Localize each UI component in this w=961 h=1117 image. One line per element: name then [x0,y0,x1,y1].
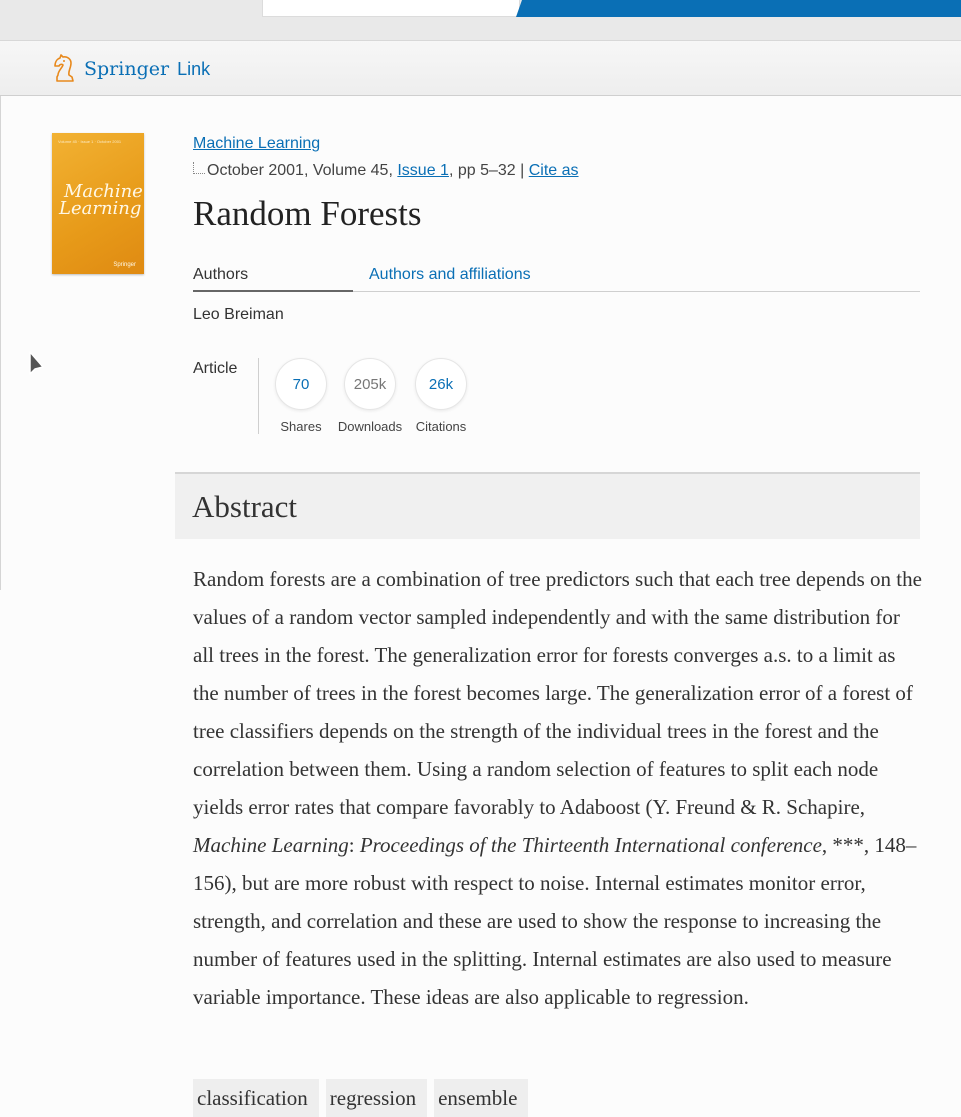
abstract-separator: : [348,833,360,857]
cover-publisher: Springer [113,262,136,268]
abstract-heading: Abstract [192,489,298,524]
date-volume: October 2001, Volume 45, [207,162,393,179]
abstract-section-header [175,472,920,539]
keyword-tag[interactable]: classification [193,1079,319,1117]
brand-suffix: Link [177,58,211,79]
keyword-tag[interactable]: regression [326,1079,427,1117]
tab-authors[interactable]: Authors [193,266,353,292]
metrics-divider [258,358,259,434]
citations-count: 26k [415,358,467,410]
author-name[interactable]: Leo Breiman [193,306,284,323]
mouse-pointer-icon [26,350,46,380]
citations-label: Citations [415,419,467,434]
journal-link[interactable]: Machine Learning [193,135,321,152]
pages: , pp 5–32 | [448,162,525,179]
metric-shares[interactable] [261,358,341,434]
shares-label: Shares [280,419,322,434]
journal-cover[interactable] [52,133,144,274]
shares-count: 70 [275,358,327,410]
downloads-label: Downloads [337,419,403,434]
metric-downloads [330,358,410,434]
cite-as-link[interactable]: Cite as [528,162,579,179]
metric-citations[interactable] [401,358,481,434]
abstract-proceedings-ref: Proceedings of the Thirteenth International conference [359,833,822,857]
article-title: Random Forests [193,194,422,233]
search-button[interactable] [516,0,961,17]
cover-volume-text: Volume 45 · Issue 1 · October 2001 [58,139,122,144]
tree-connector-icon [193,162,205,174]
abstract-journal-ref: Machine Learning [193,833,349,857]
downloads-count: 205k [344,358,396,410]
tab-authors-affiliations[interactable]: Authors and affiliations [369,266,531,283]
keyword-tag[interactable]: ensemble [434,1079,528,1117]
cover-title-line2: Learning [59,198,142,219]
abstract-part1: Random forests are a combination of tree predictors such that each tree depends on the values of a random vector sampled independently and with the same distribution for all trees in the forest. The generalization error for forests converges a.s. to a limit as the number of trees in the forest becomes large. The generalization error of a forest of tree classifiers depends on the strength of the individual trees in the forest and the correlation between them. Using a random selection of features to split each node yields error rates that compare favorably to Adaboost (Y. Freund & R. Schapire, [193,567,922,819]
cover-title-line1: Machine [64,181,143,202]
brand-name: Springer [84,58,170,80]
abstract-text [193,560,923,1016]
publication-meta [193,162,579,180]
left-border [0,96,1,590]
article-type-label: Article [193,360,238,377]
keywords-list [193,1079,528,1117]
chess-knight-icon [52,54,78,84]
springerlink-logo[interactable] [52,53,210,85]
abstract-part2: , ***, 148–156), but are more robust with respect to noise. Internal estimates monitor error, strength, and correlation and these are used to show the response to increasing the number of features used in the splitting. Internal estimates are also used to measure variable importance. These ideas are also applicable to regression. [193,833,917,1009]
author-tabs [193,262,920,292]
site-header [0,41,961,96]
top-bar [0,0,961,41]
search-input[interactable] [262,0,520,17]
issue-link[interactable]: Issue 1 [397,162,449,179]
